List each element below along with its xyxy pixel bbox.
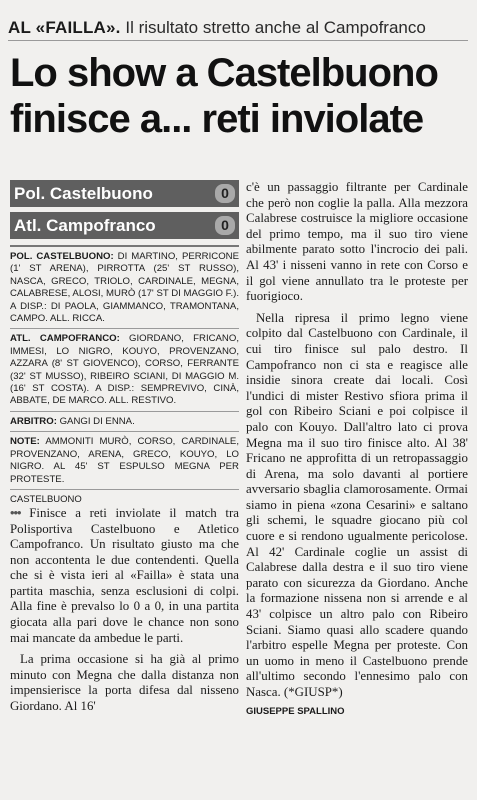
referee-label: ARBITRO: [10,415,57,427]
paragraph-2: La prima occasione si ha già al primo minuto con Megna che dalla distanza non impensierisce la porta difesa dal nisseno Giordano. Al 16' [10,652,239,714]
away-team-score: 0 [215,216,235,235]
paragraph-1 [10,506,239,646]
headline [10,50,470,142]
match-notes [10,431,239,490]
article-body-left [10,506,239,715]
lineup-campofranco-text: GIORDANO, FRICANO, IMMESI, LO NIGRO, KOUYO, PROVENZANO, AZZARA (8' ST GIOVENCO), CORSO, FERRANTE (32' ST MUSSO), RIBEIRO SCIANI, DI MAGGIO M. (16' ST COSTA). A DISP.: SEMPREVIVO, CINÀ, ABBATE, DE MARCO. ALL. RESTIVO. [10,333,239,407]
lineup-campofranco-label: ATL. CAMPOFRANCO: [10,333,120,345]
article-body-right [246,180,468,701]
scoreboard-row-away [10,212,239,239]
kicker-text: Il risultato stretto anche al Campofranco [125,18,426,37]
paragraph-3: c'è un passaggio filtrante per Cardinale che però non coglie la palla. Alla mezzora Calabrese costruisce la migliore occasione del primo tempo, ma il suo tiro viene abilmente parato sotto l'incrocio dei pali. Al 43' i nisseni vanno in rete con Corso e il gol viene annullato tra le proteste per fuorigioco. [246,180,468,304]
lineup-castelbuono-text: DI MARTINO, PERRICONE (1' ST ARENA), PIRROTTA (25' ST RUSSO), NASCA, GRECO, TRIOLO, CARDINALE, MEGNA, CALABRESE, ALOSI, MURÒ (17' ST DI MAGGIO F.). A DISP.: DI PAOLA, GIAMMANCO, TRAMONTANA, CAMPO. ALL. RICCA. [10,251,239,325]
right-column [246,180,468,717]
author-signature: GIUSEPPE SPALLINO [246,705,345,717]
paragraph-4: Nella ripresa il primo legno viene colpito dal Castelbuono con Cardinale, il cui tiro finisce sul palo destro. Il Campofranco non ci sta e reagisce alle insidie sinora create dai locali. Così l'undici di mister Restivo sfiora prima il gol con Ribeiro Sciani e poi colpisce il palo con Kouyo. Dall'altro lato ci prova Megna ma il suo tiro finisce alto. Al 38' Fricano ne approfitta di un retropassaggio di Arena, ma solo davanti al portiere avversario sbaglia clamorosamente. Ormai siamo in piena «zona Cesarini» e saltano gli schemi, le squadre giocano più col cuore e si rendono ugualmente pericolose. Al 42' Cardinale coglie un assist di Calabrese dalla destra e il suo tiro viene parato con sicurezza da Giordano. Anche la formazione nissena non si arrende e al 43' colpisce un altro palo con Ribeiro Sciani. Siamo quasi allo scadere quando l'arbitro espelle Megna per proteste. Con un uomo in meno il Castelbuono prende all'ultimo secondo l'ennesimo palo con Nasca. (*GIUSP*) [246,310,468,699]
dateline: CASTELBUONO [10,493,82,505]
headline-line-2: finisce a... reti inviolate [10,97,424,141]
notes-label: NOTE: [10,436,40,448]
bullet-marker: ••• [10,505,21,520]
kicker-label: AL «FAILLA». [8,18,121,37]
referee-text: GANGI DI ENNA. [59,415,135,427]
notes-text: AMMONITI MURÒ, CORSO, CARDINALE, PROVENZANO, ARENA, GRECO, KOUYO, LO NIGRO. AL 45' ST ESPULSO MEGNA PER PROTESTE. [10,436,239,485]
headline-line-1: Lo show a Castelbuono [10,51,438,95]
away-team-name: Atl. Campofranco [14,216,156,235]
referee-line [10,411,239,431]
lineup-campofranco [10,328,239,410]
paragraph-1-text: Finisce a reti inviolate il match tra Polisportiva Castelbuono e Atletico Campofranco. Un risultato giusto ma che non accontenta le due contendenti. Quella che si è vista ieri al «Failla» è stata una partita maschia, senza esclusioni di colpi. Alla fine è prevalso lo 0 a 0, in una partita giocata alla pari dove le chance non sono mai mancate da ambedue le parti. [10,505,239,645]
section-kicker [8,16,468,41]
lineup-castelbuono [10,245,239,328]
lineup-castelbuono-label: POL. CASTELBUONO: [10,251,114,262]
home-team-name: Pol. Castelbuono [14,184,153,203]
left-column [10,180,239,715]
home-team-score: 0 [215,184,235,203]
scoreboard-row-home [10,180,239,207]
